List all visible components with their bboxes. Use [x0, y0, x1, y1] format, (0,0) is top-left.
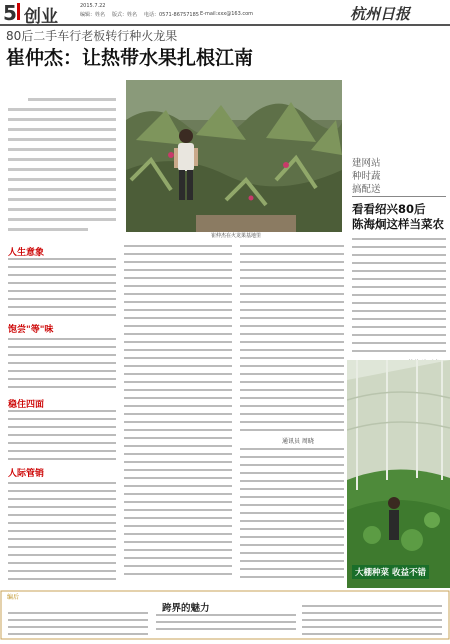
text-line [240, 341, 344, 343]
text-line [124, 413, 232, 415]
text-line [8, 258, 116, 260]
text-line [156, 621, 296, 623]
text-line [124, 493, 232, 495]
lead-text-line [8, 208, 116, 211]
text-line [124, 301, 232, 303]
text-line [124, 549, 232, 551]
text-line [240, 421, 344, 423]
text-line [8, 314, 116, 316]
text-line [124, 381, 232, 383]
section-name: 创业 [24, 7, 58, 27]
text-line [240, 317, 344, 319]
text-line [240, 261, 344, 263]
text-line [240, 560, 344, 562]
text-line [240, 373, 344, 375]
text-line [124, 573, 232, 575]
text-line [8, 554, 116, 556]
text-line [124, 429, 232, 431]
text-line [240, 333, 344, 335]
text-line [8, 338, 116, 340]
editorial-title: 跨界的魅力 [162, 603, 210, 614]
text-line [124, 277, 232, 279]
text-line [240, 528, 344, 530]
text-line [240, 285, 344, 287]
text-line [8, 633, 148, 635]
text-line [8, 426, 116, 428]
text-line [8, 386, 116, 388]
text-line [240, 512, 344, 514]
text-line [8, 626, 148, 628]
lead-text-line [8, 198, 116, 201]
text-line [352, 238, 446, 240]
text-line [8, 458, 116, 460]
text-line [240, 552, 344, 554]
lead-text-line [28, 98, 116, 101]
text-line [156, 628, 296, 630]
text-line [124, 261, 232, 263]
text-line [302, 612, 442, 614]
text-line [8, 290, 116, 292]
lead-text-line [8, 108, 116, 111]
text-line [240, 389, 344, 391]
text-line [352, 246, 446, 248]
lead-text-line [8, 228, 88, 231]
lead-text-line [8, 148, 116, 151]
text-line [240, 488, 344, 490]
article-headline: 崔仲杰：让热带水果扎根江南 [6, 47, 254, 69]
text-line [124, 469, 232, 471]
text-line [240, 536, 344, 538]
sidebar-title-line: 种时蔬 [352, 171, 381, 182]
text-line [124, 565, 232, 567]
text-line [240, 381, 344, 383]
text-line [124, 517, 232, 519]
text-line [240, 464, 344, 466]
text-line [124, 509, 232, 511]
text-line [8, 346, 116, 348]
article-byline: 通讯员 周晓 [282, 438, 314, 445]
sidebar-title [352, 157, 381, 196]
lead-text-line [8, 218, 116, 221]
text-line [302, 605, 442, 607]
text-line [156, 614, 296, 616]
text-line [240, 269, 344, 271]
text-line [124, 541, 232, 543]
text-line [124, 445, 232, 447]
text-line [8, 482, 116, 484]
text-line [8, 274, 116, 276]
text-line [8, 354, 116, 356]
text-line [240, 245, 344, 247]
text-line [240, 568, 344, 570]
text-line [8, 530, 116, 532]
lead-text-line [8, 118, 116, 121]
text-line [8, 282, 116, 284]
subhead-3: 稳住四面 [8, 400, 45, 410]
text-line [124, 269, 232, 271]
text-line [240, 544, 344, 546]
text-line [302, 626, 442, 628]
text-line [240, 349, 344, 351]
lead-text-line [8, 168, 116, 171]
text-line [240, 496, 344, 498]
text-line [8, 522, 116, 524]
text-line [124, 525, 232, 527]
text-line [124, 317, 232, 319]
masthead-logo: 杭州日报 [350, 5, 411, 23]
text-line [240, 504, 344, 506]
text-line [352, 302, 446, 304]
text-line [352, 342, 446, 344]
text-line [240, 520, 344, 522]
text-line [8, 514, 116, 516]
text-line [124, 253, 232, 255]
text-line [8, 370, 116, 372]
text-line [8, 306, 116, 308]
text-line [352, 270, 446, 272]
text-line [352, 286, 446, 288]
text-line [240, 456, 344, 458]
text-line [8, 450, 116, 452]
text-line [124, 421, 232, 423]
text-line [124, 557, 232, 559]
text-line [8, 538, 116, 540]
text-line [240, 576, 344, 578]
text-line [8, 498, 116, 500]
greenhouse-photo [347, 360, 450, 588]
text-line [352, 254, 446, 256]
header-email: E-mail:xxx@163.com [200, 11, 254, 17]
text-line [124, 357, 232, 359]
text-line [240, 325, 344, 327]
text-line [8, 612, 148, 614]
text-line [124, 341, 232, 343]
sidebar-title-line: 搞配送 [352, 184, 381, 195]
subhead-1: 人生意象 [8, 248, 45, 258]
text-line [240, 405, 344, 407]
text-line [124, 293, 232, 295]
text-line [240, 413, 344, 415]
text-line [124, 477, 232, 479]
text-line [240, 309, 344, 311]
section-accent-bar [17, 3, 20, 20]
text-line [124, 365, 232, 367]
text-line [240, 448, 344, 450]
text-line [352, 326, 446, 328]
lead-text-line [8, 128, 116, 131]
greenhouse-photo-label: 大棚种菜 收益不错 [352, 565, 429, 579]
text-line [8, 570, 116, 572]
header-phone: 电话：0571-86757185 [144, 12, 199, 18]
header-editor: 编辑：姓名 [80, 12, 106, 18]
text-line [302, 619, 442, 621]
text-line [8, 442, 116, 444]
text-line [124, 405, 232, 407]
editorial-tag: 编后 [7, 594, 20, 601]
text-line [124, 285, 232, 287]
sidebar-headline [352, 202, 448, 232]
text-line [124, 389, 232, 391]
text-line [240, 480, 344, 482]
text-line [240, 277, 344, 279]
text-line [240, 365, 344, 367]
text-line [8, 506, 116, 508]
text-line [240, 429, 344, 431]
photo-caption: 崔仲杰在火龙果基地里 [210, 233, 261, 239]
article-photo [126, 80, 342, 232]
header-design: 版式：姓名 [112, 12, 138, 18]
text-line [240, 293, 344, 295]
lead-text-line [8, 138, 116, 141]
text-line [124, 309, 232, 311]
text-line [8, 490, 116, 492]
text-line [8, 434, 116, 436]
text-line [352, 310, 446, 312]
text-line [240, 357, 344, 359]
text-line [124, 485, 232, 487]
text-line [124, 533, 232, 535]
text-line [124, 349, 232, 351]
sidebar-headline-line: 陈海炯这样当菜农 [352, 217, 444, 231]
section-number: 5 [3, 1, 17, 25]
text-line [124, 461, 232, 463]
subhead-2: 饱尝"等"味 [8, 325, 54, 335]
text-line [8, 546, 116, 548]
text-line [124, 373, 232, 375]
text-line [8, 578, 116, 580]
article-kicker: 80后二手车行老板转行种火龙果 [6, 29, 178, 43]
lead-text-line [8, 188, 116, 191]
text-line [240, 301, 344, 303]
text-line [8, 298, 116, 300]
text-line [302, 633, 442, 635]
lead-text-line [8, 158, 116, 161]
text-line [124, 437, 232, 439]
text-line [8, 378, 116, 380]
text-line [352, 278, 446, 280]
text-line [352, 294, 446, 296]
text-line [124, 325, 232, 327]
text-line [124, 397, 232, 399]
text-line [8, 266, 116, 268]
text-line [352, 262, 446, 264]
text-line [124, 333, 232, 335]
text-line [8, 562, 116, 564]
text-line [352, 350, 446, 352]
text-line [124, 245, 232, 247]
text-line [8, 619, 148, 621]
lead-text-line [8, 178, 116, 181]
text-line [240, 253, 344, 255]
text-line [124, 501, 232, 503]
sidebar-divider [352, 196, 446, 197]
text-line [240, 472, 344, 474]
sidebar-title-line: 建网站 [352, 158, 381, 169]
sidebar-headline-line: 看看绍兴80后 [352, 202, 426, 216]
text-line [8, 418, 116, 420]
text-line [8, 410, 116, 412]
header-date: 2015.7.22 [80, 3, 106, 9]
text-line [352, 334, 446, 336]
text-line [240, 397, 344, 399]
text-line [352, 318, 446, 320]
text-line [124, 453, 232, 455]
text-line [8, 362, 116, 364]
subhead-4: 人际管销 [8, 469, 45, 479]
